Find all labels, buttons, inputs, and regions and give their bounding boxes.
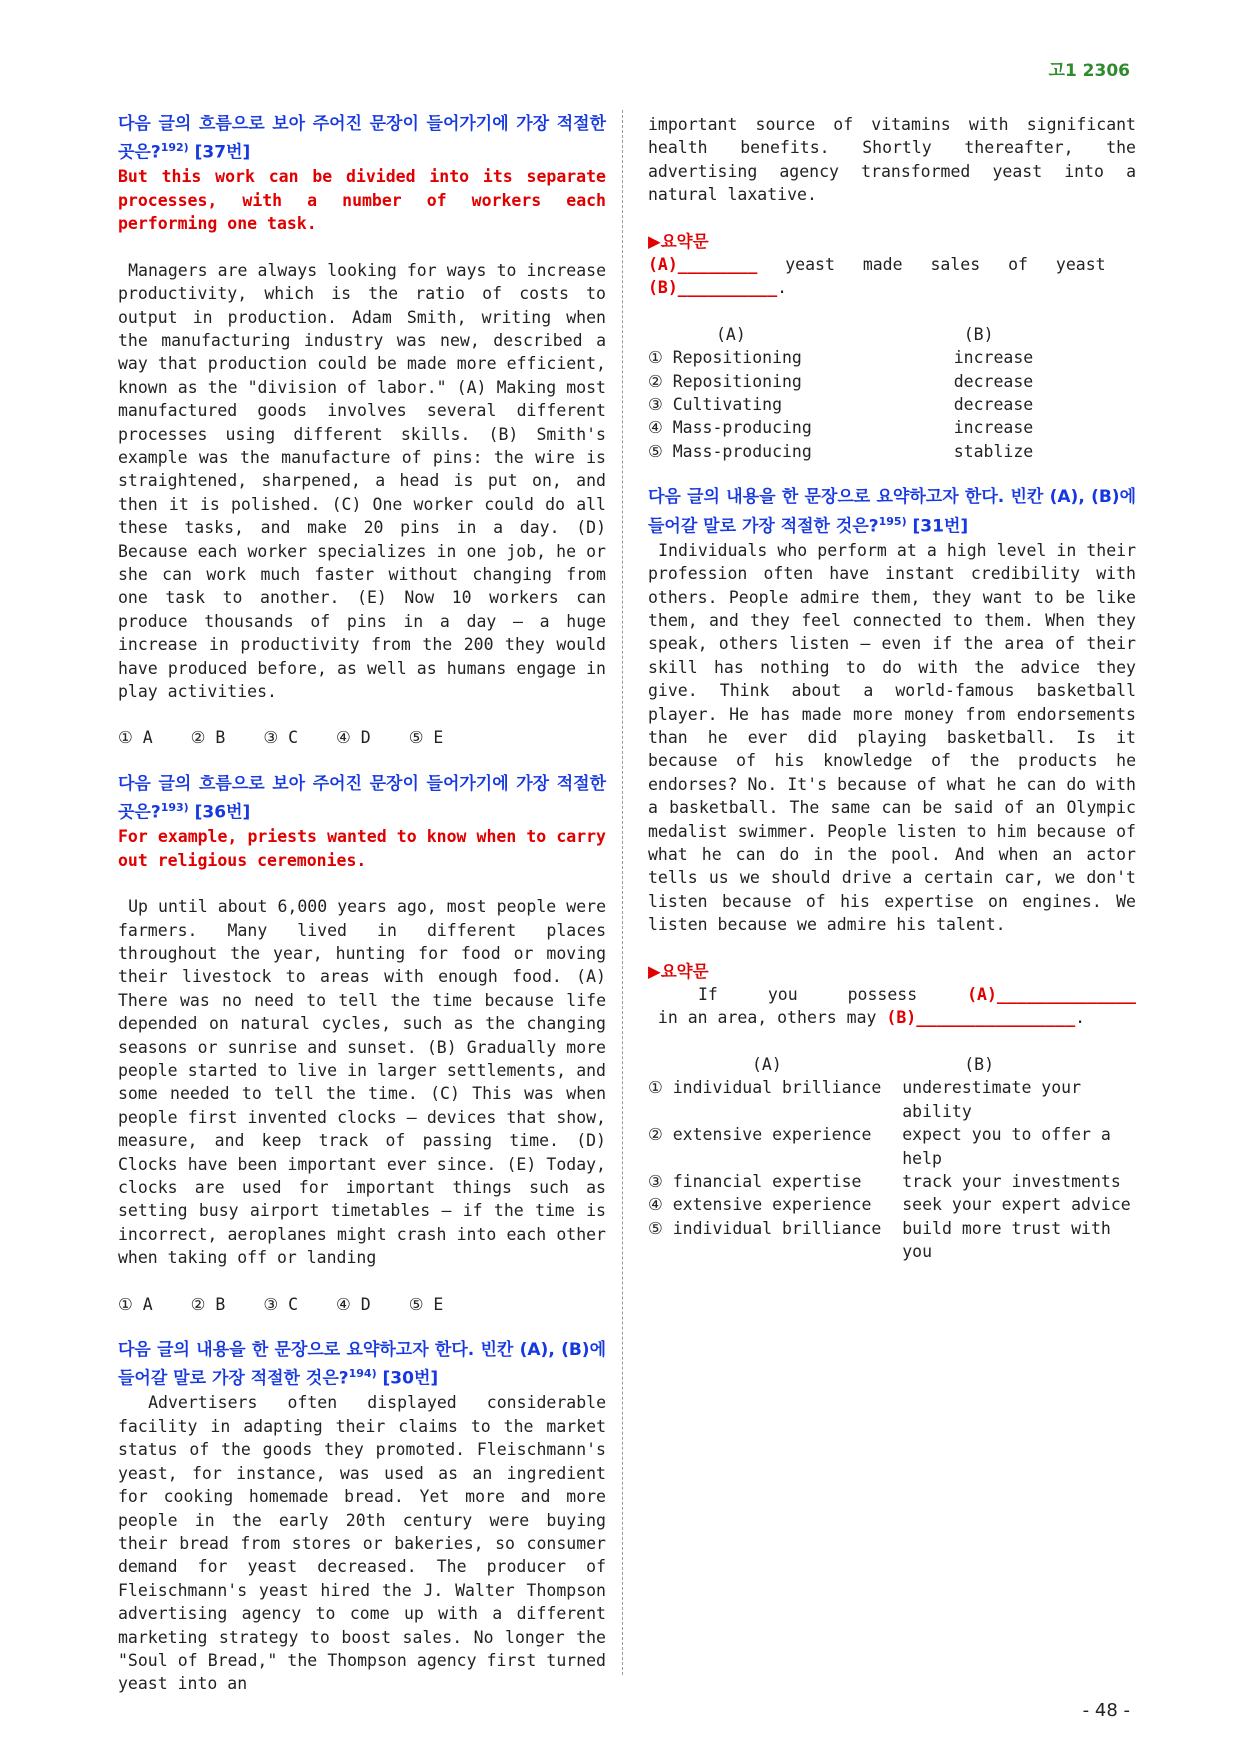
choice-row[interactable]: ⑤ individual brilliance build more trust with you — [648, 1218, 1111, 1262]
option-3[interactable]: ③ C — [263, 1294, 299, 1314]
choice-row[interactable]: ④ extensive experience seek your expert advice — [648, 1195, 1131, 1215]
col-b-header: (B) — [964, 1054, 995, 1074]
blank-a[interactable]: (A)________ — [648, 255, 758, 275]
question-title: 다음 글의 흐름으로 보아 주어진 문장이 들어가기에 가장 적절한 곳은?$^{192)}$ [37번] — [118, 114, 606, 164]
question-title: 다음 글의 내용을 한 문장으로 요약하고자 한다. 빈칸 (A), (B)에 들어갈 말로 가장 적절한 것은?$^{194)}$ [30번] — [118, 1340, 606, 1390]
choice-row[interactable]: ② Repositioning decrease — [648, 371, 1034, 391]
passage-continued: important source of vitamins with significant health benefits. Shortly thereafter, the advertising agency transformed yeast into a natural laxative. — [648, 115, 1136, 205]
col-a-header: (A) — [716, 324, 746, 344]
option-2[interactable]: ② B — [190, 728, 226, 748]
option-4[interactable]: ④ D — [336, 728, 371, 748]
option-2[interactable]: ② B — [190, 1294, 226, 1314]
col-a-header: (A) — [752, 1054, 782, 1074]
option-5[interactable]: ⑤ E — [408, 1294, 444, 1314]
question-title: 다음 글의 흐름으로 보아 주어진 문장이 들어가기에 가장 적절한 곳은?$^{193)}$ [36번] — [118, 773, 606, 823]
answer-options — [118, 726, 606, 749]
choice-row[interactable]: ③ Cultivating decrease — [648, 395, 1034, 415]
option-4[interactable]: ④ D — [336, 1294, 371, 1314]
col-b-header: (B) — [963, 324, 994, 344]
left-column — [118, 113, 606, 1696]
choice-row[interactable]: ③ financial expertise track your investments — [648, 1171, 1121, 1191]
answer-options — [118, 1293, 606, 1316]
summary-label: ▶요약문 — [648, 961, 709, 981]
right-column — [648, 113, 1136, 1264]
option-1[interactable]: ① A — [118, 728, 153, 748]
option-3[interactable]: ③ C — [263, 728, 299, 748]
choice-table — [648, 323, 1136, 463]
summary-label: ▶요약문 — [648, 231, 709, 251]
question-192 — [118, 113, 606, 750]
question-193 — [118, 773, 606, 1316]
summary-sentence: (A)________ yeast made sales of yeast (B)__________. — [648, 255, 1106, 298]
blank-b[interactable]: (B)__________ — [648, 278, 778, 298]
column-divider — [622, 110, 623, 1675]
choice-row[interactable]: ① individual brilliance underestimate your ability — [648, 1078, 1082, 1121]
choice-row[interactable]: ② extensive experience expect you to offer a help — [648, 1125, 1111, 1168]
given-sentence: For example, priests wanted to know when to carry out religious ceremonies. — [118, 827, 606, 870]
blank-a[interactable]: (A)______________ — [967, 985, 1136, 1005]
summary-sentence: If you possess (A)______________ in an area, others may (B)________________. — [648, 985, 1136, 1028]
page-number: - 48 - — [1082, 1700, 1130, 1721]
passage: Individuals who perform at a high level in their profession often have instant credibility with others. People admire them, they want to be like them, and they feel connected to them. When they speak, others listen — even if the area of their skill has nothing to do with the advice they give. Think about a world-famous basketball player. He has made more money from endorsements than he ever did playing basketball. Is it because of his knowledge of the products he endorses? No. It's because of what he can do with a basketball. The same can be said of an Olympic medalist swimmer. People listen to him because of what he can do in the pool. And when an actor tells us we should drive a certain car, we don't listen because of his expertise on engines. We listen because we admire his talent. — [648, 540, 1136, 935]
question-195 — [648, 486, 1136, 1263]
passage: Advertisers often displayed considerable facility in adapting their claims to the market status of the goods they promoted. Fleischmann's yeast, for instance, was used as an ingredient for cooking homemade bread. Yet more and more people in the early 20th century were buying their bread from stores or bakeries, so consumer demand for yeast decreased. The producer of Fleischmann's yeast hired the J. Walter Thompson advertising agency to come up with a different marketing strategy to boost sales. No longer the "Soul of Bread," the Thompson agency first turned yeast into an — [118, 1393, 607, 1694]
question-194 — [118, 1339, 606, 1696]
choice-row[interactable]: ① Repositioning increase — [648, 348, 1034, 368]
choice-row[interactable]: ④ Mass-producing increase — [648, 418, 1034, 438]
page-header-label: 고1 2306 — [1048, 61, 1130, 81]
passage: Up until about 6,000 years ago, most people were farmers. Many lived in different places throughout the year, hunting for food or moving their livestock to areas with enough food. (A) There was no need to tell the time because life depended on natural cycles, such as the changing seasons or sunrise and sunset. (B) Gradually more people started to live in larger settlements, and some needed to tell the time. (C) This was when people first invented clocks — devices that show, measure, and keep track of passing time. (D) Clocks have been important ever since. (E) Today, clocks are used for important things such as setting busy airport timetables — if the time is incorrect, aeroplanes might crash into each other when taking off or landing — [118, 897, 606, 1268]
given-sentence: But this work can be divided into its separate processes, with a number of workers each performing one task. — [118, 167, 606, 234]
blank-b[interactable]: (B)________________ — [886, 1008, 1076, 1028]
passage: Managers are always looking for ways to increase productivity, which is the ratio of costs to output in production. Adam Smith, writing when the manufacturing industry was new, described a way that production could be made more efficient, known as the "division of labor." (A) Making most manufactured goods involves several different processes using different skills. (B) Smith's example was the manufacture of pins: the wire is straightened, sharpened, a head is put on, and then it is polished. (C) One worker could do all these tasks, and make 20 pins in a day. (D) Because each worker specializes in one job, he or she can work much faster without changing from one task to another. (E) Now 10 workers can produce thousands of pins in a day — a huge increase in productivity from the 200 they would have produced before, as well as humans engage in play activities. — [118, 260, 606, 701]
question-194-continued — [648, 113, 1136, 486]
option-5[interactable]: ⑤ E — [408, 728, 444, 748]
option-1[interactable]: ① A — [118, 1294, 153, 1314]
question-title: 다음 글의 내용을 한 문장으로 요약하고자 한다. 빈칸 (A), (B)에 들어갈 말로 가장 적절한 것은?$^{195)}$ [31번] — [648, 487, 1136, 537]
choice-row[interactable]: ⑤ Mass-producing stablize — [648, 441, 1034, 461]
choice-table — [648, 1053, 1136, 1264]
